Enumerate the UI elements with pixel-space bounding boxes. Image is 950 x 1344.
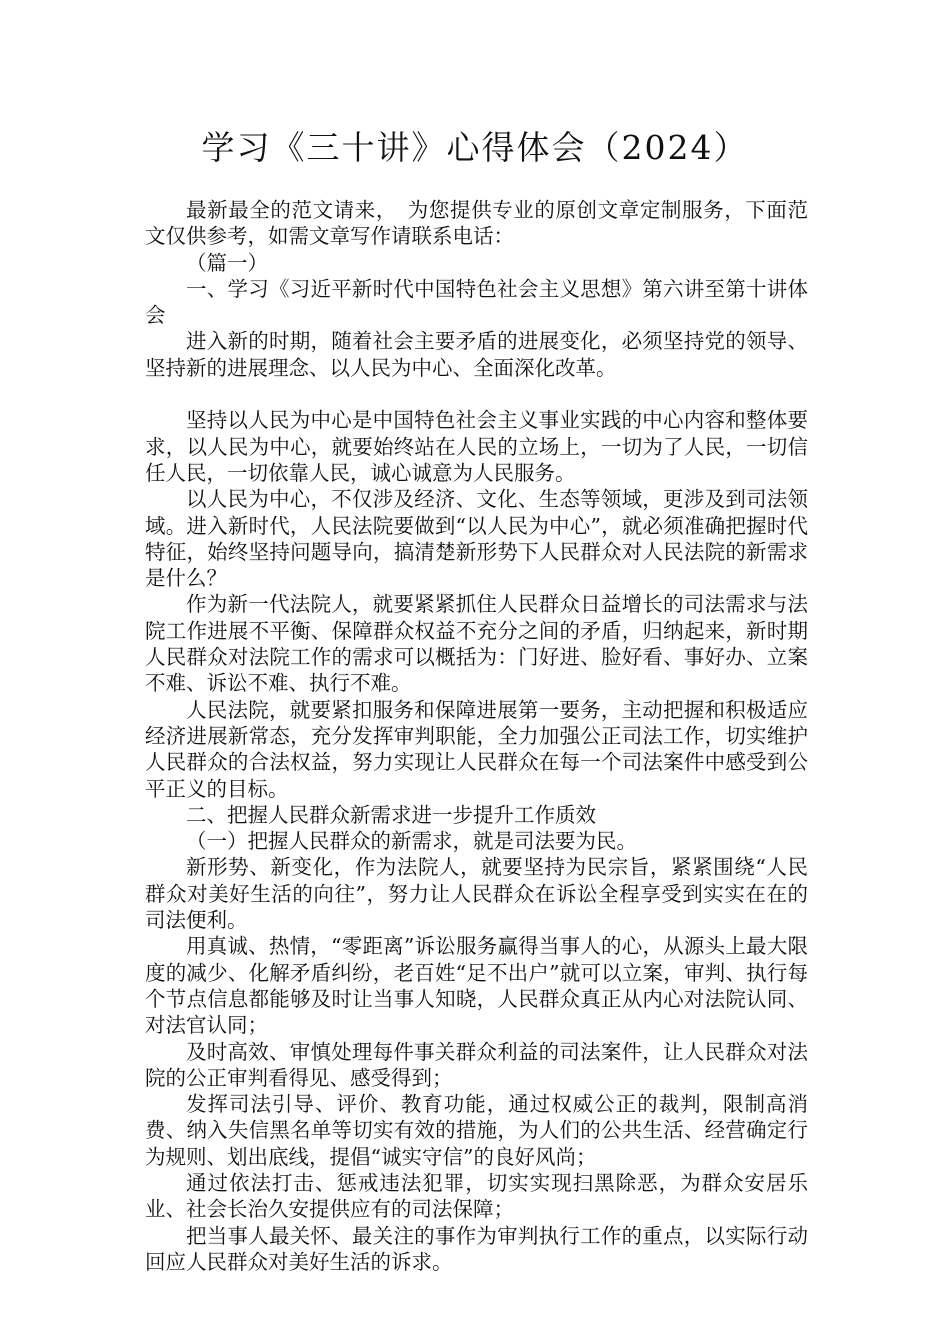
paragraph: 以人民为中心，不仅涉及经济、文化、生态等领域，更涉及到司法领域。进入新时代，人民法院要做到“以人民为中心”，就必须准确把握时代特征，始终坚持问题导向，搞清楚新形势下人民群众对人民法院的新需求是什么？ [145,487,808,591]
subsection-heading: （一）把握人民群众的新需求，就是司法要为民。 [186,829,637,854]
paragraph-part-label: （篇一） [186,250,268,275]
paragraph: 用真诚、热情，“零距离”诉讼服务赢得当事人的心，从源头上最大限度的减少、化解矛盾纠纷，老百姓“足不出户”就可以立案，审判、执行每个节点信息都能够及时让当事人知晓，人民群众真正从内心对法院认同、对法官认同； [145,934,808,1038]
paragraph: 把当事人最关怀、最关注的事作为审判执行工作的重点，以实际行动回应人民群众对美好生活的诉求。 [145,1223,808,1274]
paragraph-intro: 最新最全的范文请来， 为您提供专业的原创文章定制服务，下面范文仅供参考，如需文章写作请联系电话： [145,198,808,249]
paragraph: 坚持以人民为中心是中国特色社会主义事业实践的中心内容和整体要求，以人民为中心，就要始终站在人民的立场上，一切为了人民，一切信任人民，一切依靠人民，诚心诚意为人民服务。 [145,408,808,485]
paragraph: 发挥司法引导、评价、教育功能，通过权威公正的裁判，限制高消费、纳入失信黑名单等切实有效的措施，为人们的公共生活、经营确定行为规则、划出底线，提倡“诚实守信”的良好风尚； [145,1092,808,1169]
paragraph: 新形势、新变化，作为法院人，就要坚持为民宗旨，紧紧围绕“人民群众对美好生活的向往”，努力让人民群众在诉讼全程享受到实实在在的司法便利。 [145,855,808,933]
paragraph: 作为新一代法院人，就要紧紧抓住人民群众日益增长的司法需求与法院工作进展不平衡、保障群众权益不充分之间的矛盾，归纳起来，新时期人民群众对法院工作的需求可以概括为：门好进、脸好看、事好办、立案不难、诉讼不难、执行不难。 [145,592,808,696]
paragraph: 人民法院，就要紧扣服务和保障进展第一要务，主动把握和积极适应经济进展新常态，充分发挥审判职能，全力加强公正司法工作，切实维护人民群众的合法权益，努力实现让人民群众在每一个司法案件中感受到公平正义的目标。 [145,697,808,801]
paragraph: 及时高效、审慎处理每件事关群众利益的司法案件，让人民群众对法院的公正审判看得见、感受得到； [145,1039,808,1090]
document-body [145,197,808,1275]
paragraph: 进入新的时期，随着社会主要矛盾的进展变化，必须坚持党的领导、坚持新的进展理念、以人民为中心、全面深化改革。 [145,329,808,380]
blank-line [145,381,808,407]
section-heading-2: 二、把握人民群众新需求进一步提升工作质效 [186,802,596,827]
section-heading-1: 一、学习《习近平新时代中国特色社会主义思想》第六讲至第十讲体会 [145,276,808,328]
document-title: 学习《三十讲》心得体会（2024） [201,128,749,167]
paragraph: 通过依法打击、惩戒违法犯罪，切实实现扫黑除恶，为群众安居乐业、社会长治久安提供应有的司法保障； [145,1170,808,1222]
